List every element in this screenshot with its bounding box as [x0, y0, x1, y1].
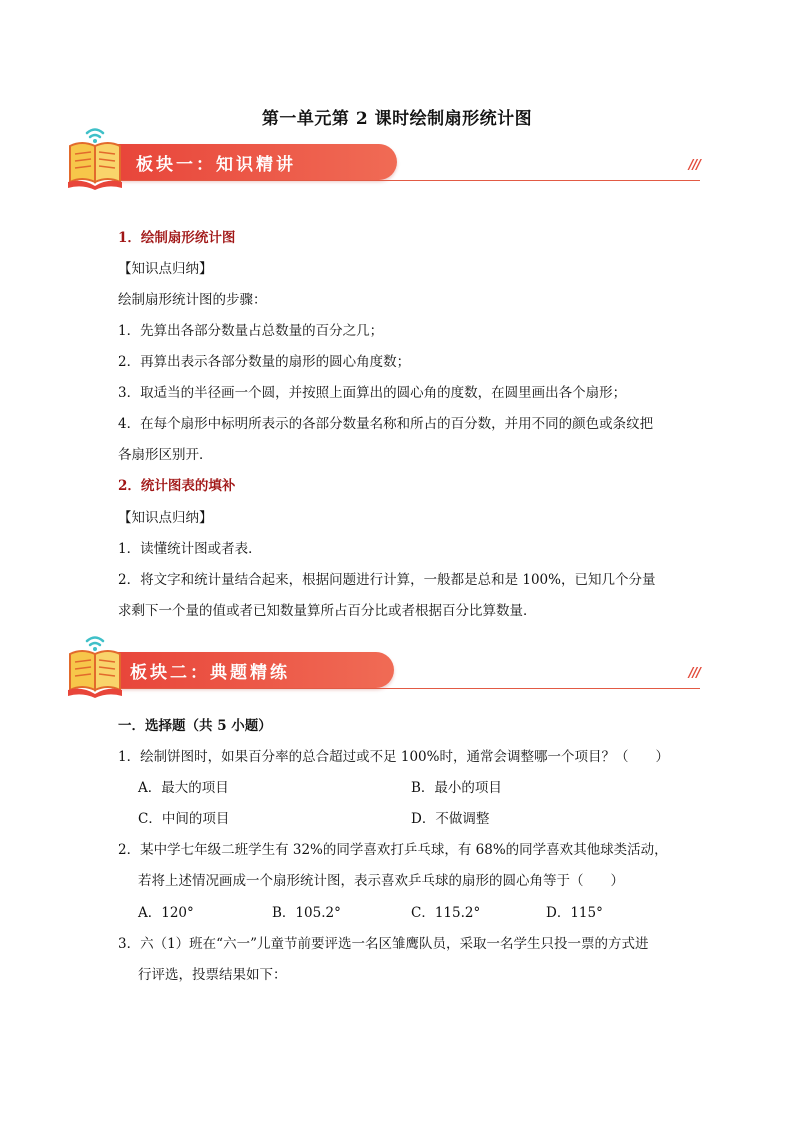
part-heading: 一．选择题（共 5 小题） [118, 718, 272, 734]
question-2-option-c: C．115.2° [411, 905, 481, 921]
tip-1: 1．读懂统计图或者表． [118, 541, 262, 557]
section-banner-1 [66, 124, 700, 194]
question-2-stem-line-2: 若将上述情况画成一个扇形统计图，表示喜欢乒乓球的扇形的圆心角等于（ ） [138, 873, 624, 889]
knowledge-tag: 【知识点归纳】 [118, 510, 213, 526]
question-1-stem: 1．绘制饼图时，如果百分率的总合超过或不足 100%时，通常会调整哪一个项目？（ ） [118, 749, 669, 765]
step-1: 1．先算出各部分数量占总数量的百分之几； [118, 323, 384, 339]
banner-label: 板块一：知识精讲 [136, 155, 296, 175]
step-4-line-1: 4．在每个扇形中标明所表示的各部分数量名称和所占的百分数，并用不同的颜色或条纹把 [118, 416, 654, 432]
banner-slashes: /// [688, 666, 700, 681]
question-2-stem-line-1: 2．某中学七年级二班学生有 32%的同学喜欢打乒乓球，有 68%的同学喜欢其他球类活动， [118, 842, 668, 858]
question-1-option-a: A．最大的项目 [138, 780, 229, 796]
tip-2-line-1: 2．将文字和统计量结合起来，根据问题进行计算，一般都是总和是 100%，已知几个分量 [118, 572, 656, 588]
knowledge-heading-2: 2．统计图表的填补 [118, 478, 236, 494]
question-1-option-c: C．中间的项目 [138, 811, 230, 827]
question-3-stem-line-2: 行评选，投票结果如下： [138, 967, 287, 983]
banner-label: 板块二：典题精练 [130, 663, 290, 683]
question-1-option-b: B．最小的项目 [411, 780, 502, 796]
open-book-icon [66, 124, 126, 190]
tip-2-line-2: 求剩下一个量的值或者已知数量算所占百分比或者根据百分比算数量． [118, 603, 537, 619]
step-3: 3．取适当的半径画一个圆，并按照上面算出的圆心角的度数，在圆里画出各个扇形； [118, 385, 627, 401]
step-2: 2．再算出表示各部分数量的扇形的圆心角度数； [118, 354, 411, 370]
banner-underline [114, 180, 700, 181]
question-2-option-d: D．115° [546, 905, 603, 921]
question-1-option-d: D．不做调整 [411, 811, 490, 827]
knowledge-heading-1: 1．绘制扇形统计图 [118, 230, 236, 246]
wifi-signal-icon [87, 130, 103, 138]
wifi-signal-icon [87, 638, 103, 646]
question-2-option-a: A．120° [138, 905, 194, 921]
question-3-stem-line-1: 3．六（1）班在“六一”儿童节前要评选一名区雏鹰队员，采取一名学生只投一票的方式进 [118, 936, 649, 952]
step-4-line-2: 各扇形区别开． [118, 447, 213, 463]
banner-underline [114, 688, 700, 689]
steps-intro: 绘制扇形统计图的步骤： [118, 292, 267, 308]
section-banner-2 [66, 632, 700, 702]
banner-slashes: /// [688, 158, 700, 173]
knowledge-tag: 【知识点归纳】 [118, 261, 213, 277]
open-book-icon [66, 632, 126, 698]
page-title: 第一单元第 2 课时绘制扇形统计图 [261, 109, 533, 129]
question-2-option-b: B．105.2° [272, 905, 341, 921]
